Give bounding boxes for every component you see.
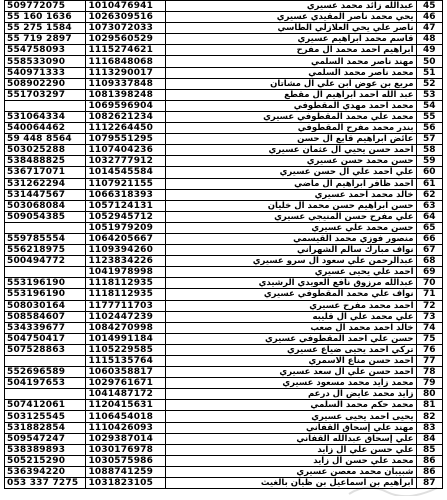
row-number-cell: 84: [416, 433, 442, 444]
phone-cell: 504750417: [5, 333, 86, 344]
phone-cell: 536394220: [5, 466, 86, 477]
table-row: [5, 389, 443, 400]
table-row: [5, 233, 443, 244]
id-number-cell: 1123834226: [86, 256, 165, 267]
name-cell: عبد الله احمد ابراهيم ال مقطع: [165, 89, 416, 100]
id-number-cell: 1014545584: [86, 167, 165, 178]
table-row: [5, 211, 443, 222]
id-number-cell: 1032777912: [86, 156, 165, 167]
name-cell: علي حسن علي آل زايد: [165, 444, 416, 455]
phone-cell: 552696589: [5, 367, 86, 378]
id-number-cell: 1107921155: [86, 178, 165, 189]
name-cell: خالد محمد احمد عسيري: [165, 189, 416, 200]
row-number-cell: 86: [416, 455, 442, 466]
id-number-cell: 1082621234: [86, 111, 165, 122]
id-number-cell: 1106454018: [86, 411, 165, 422]
row-number-cell: 68: [416, 256, 442, 267]
id-number-cell: 1109394260: [86, 245, 165, 256]
row-number-cell: 66: [416, 233, 442, 244]
table-row: [5, 145, 443, 156]
name-cell: منصور فوزي محمد القيسمي: [165, 233, 416, 244]
name-cell: يحي محمد ناصر المقيدي عسيري: [165, 12, 416, 23]
id-number-cell: 1102447239: [86, 311, 165, 322]
table-row: [5, 67, 443, 78]
name-cell: محمد ناصر محمد السلمي: [165, 67, 416, 78]
table-row: [5, 111, 443, 122]
phone-cell: 503125545: [5, 411, 86, 422]
table-row: [5, 278, 443, 289]
phone-cell: 538488825: [5, 156, 86, 167]
row-number-cell: 55: [416, 111, 442, 122]
records-table: [4, 0, 443, 489]
id-number-cell: 1066318393: [86, 189, 165, 200]
table-row: [5, 333, 443, 344]
phone-cell: 558533090: [5, 56, 86, 67]
row-number-cell: 79: [416, 378, 442, 389]
phone-cell: 559785554: [5, 233, 86, 244]
name-cell: ابراهيم بن اسماعيل بن ظيان بالغيث: [165, 478, 416, 489]
row-number-cell: 69: [416, 267, 442, 278]
id-number-cell: 1113290017: [86, 67, 165, 78]
id-number-cell: 1105229585: [86, 344, 165, 355]
row-number-cell: 50: [416, 56, 442, 67]
phone-cell: 507412061: [5, 400, 86, 411]
id-number-cell: 1041978998: [86, 267, 165, 278]
name-cell: خالد احمد محمد آل صعب: [165, 322, 416, 333]
id-number-cell: 1051979209: [86, 222, 165, 233]
table-row: [5, 167, 443, 178]
phone-cell: 534339677: [5, 322, 86, 333]
id-number-cell: 1115274621: [86, 45, 165, 56]
id-number-cell: 1112264450: [86, 123, 165, 134]
name-cell: زايد محمد عايض ال درعم: [165, 389, 416, 400]
id-number-cell: 1060358817: [86, 367, 165, 378]
name-cell: عبدالرحمن علي سعود آل سرو عسيري: [165, 256, 416, 267]
name-cell: احمد حسن يحيي آل عثمان عسيري: [165, 145, 416, 156]
table-row: [5, 12, 443, 23]
name-cell: حسن علي احمد المقطوفي عسيري: [165, 333, 416, 344]
name-cell: نواف مبارك سالم الشهراني: [165, 245, 416, 256]
name-cell: حسن محمد علي عسيري: [165, 222, 416, 233]
phone-cell: 531882854: [5, 422, 86, 433]
row-number-cell: 52: [416, 78, 442, 89]
name-cell: علي محمد علي آل قليبه: [165, 311, 416, 322]
id-number-cell: 1064205667: [86, 233, 165, 244]
table-row: [5, 56, 443, 67]
row-number-cell: 77: [416, 356, 442, 367]
id-number-cell: 1115135764: [86, 356, 165, 367]
name-cell: علي احمد علي آل حسن عسيري: [165, 167, 416, 178]
row-number-cell: 78: [416, 367, 442, 378]
id-number-cell: 1118112935: [86, 289, 165, 300]
row-number-cell: 67: [416, 245, 442, 256]
row-number-cell: 57: [416, 134, 442, 145]
table-row: [5, 89, 443, 100]
phone-cell: 538389893: [5, 444, 86, 455]
id-number-cell: 1026309516: [86, 12, 165, 23]
phone-cell: 505215290: [5, 455, 86, 466]
name-cell: يحيى احمد يحيى عسيري: [165, 411, 416, 422]
table-row: [5, 123, 443, 134]
phone-cell: 553196190: [5, 278, 86, 289]
row-number-cell: 61: [416, 178, 442, 189]
name-cell: بندر محمد مفرح المقطوفي: [165, 123, 416, 134]
table-row: [5, 422, 443, 433]
table-row: [5, 100, 443, 111]
name-cell: محمد احمد مهدي المقطوفي: [165, 100, 416, 111]
name-cell: مهند ناصر محمد السلمي: [165, 56, 416, 67]
phone-cell: 556218975: [5, 245, 86, 256]
table-row: [5, 411, 443, 422]
phone-cell: [5, 356, 86, 367]
table-row: [5, 134, 443, 145]
row-number-cell: 81: [416, 400, 442, 411]
name-cell: حسن ابراهيم حسن محمد آل خليان: [165, 200, 416, 211]
phone-cell: 509547247: [5, 433, 86, 444]
table-row: [5, 478, 443, 489]
phone-cell: 507528863: [5, 344, 86, 355]
row-number-cell: 87: [416, 478, 442, 489]
records-table-body: [5, 1, 443, 489]
table-row: [5, 311, 443, 322]
name-cell: ابراهيم احمد محمد ال مفرح: [165, 45, 416, 56]
table-row: [5, 45, 443, 56]
row-number-cell: 60: [416, 167, 442, 178]
row-number-cell: 83: [416, 422, 442, 433]
phone-cell: 554758093: [5, 45, 86, 56]
row-number-cell: 54: [416, 100, 442, 111]
table-row: [5, 23, 443, 34]
name-cell: حسن محمد حسن عسيري: [165, 156, 416, 167]
row-number-cell: 73: [416, 311, 442, 322]
phone-cell: [5, 222, 86, 233]
name-cell: عبدالله زائد محمد عسيري: [165, 1, 416, 12]
id-number-cell: 1088741259: [86, 466, 165, 477]
phone-cell: [5, 100, 86, 111]
table-row: [5, 300, 443, 311]
name-cell: احمد حسن مناع الاسمري: [165, 356, 416, 367]
data-table-sheet: [4, 0, 443, 489]
table-row: [5, 267, 443, 278]
row-number-cell: 48: [416, 34, 442, 45]
name-cell: ناصر علي يحي العلازلي الطاسي: [165, 23, 416, 34]
id-number-cell: 1109337848: [86, 78, 165, 89]
table-row: [5, 78, 443, 89]
row-number-cell: 71: [416, 289, 442, 300]
phone-cell: [5, 267, 86, 278]
name-cell: محمد علي حسن آل زايد: [165, 455, 416, 466]
table-row: [5, 400, 443, 411]
table-row: [5, 245, 443, 256]
phone-cell: 55 719 2897: [5, 34, 86, 45]
table-row: [5, 367, 443, 378]
id-number-cell: 1110426093: [86, 422, 165, 433]
table-row: [5, 256, 443, 267]
id-number-cell: 1069596904: [86, 100, 165, 111]
id-number-cell: 1030575986: [86, 455, 165, 466]
name-cell: محمد علي محمد المقطوفي عسيري: [165, 111, 416, 122]
name-cell: عبدالله مرزوق نافع العويدي الرشيدي: [165, 278, 416, 289]
row-number-cell: 72: [416, 300, 442, 311]
phone-cell: 503025288: [5, 145, 86, 156]
phone-cell: 504197653: [5, 378, 86, 389]
row-number-cell: 70: [416, 278, 442, 289]
phone-cell: 508902290: [5, 78, 86, 89]
row-number-cell: 45: [416, 1, 442, 12]
row-number-cell: 74: [416, 322, 442, 333]
row-number-cell: 65: [416, 222, 442, 233]
table-row: [5, 444, 443, 455]
row-number-cell: 76: [416, 344, 442, 355]
id-number-cell: 1057124131: [86, 200, 165, 211]
table-row: [5, 344, 443, 355]
row-number-cell: 80: [416, 389, 442, 400]
phone-cell: 540971333: [5, 67, 86, 78]
name-cell: عائض ابراهيم قايع آل حسن: [165, 134, 416, 145]
table-row: [5, 455, 443, 466]
row-number-cell: 62: [416, 189, 442, 200]
table-row: [5, 466, 443, 477]
row-number-cell: 46: [416, 12, 442, 23]
row-number-cell: 53: [416, 89, 442, 100]
name-cell: احمد ظافر ابراهيم آل ماضي: [165, 178, 416, 189]
id-number-cell: 1079551295: [86, 134, 165, 145]
table-row: [5, 433, 443, 444]
name-cell: احمد علي يحيى عسيري: [165, 267, 416, 278]
name-cell: محمد زايد محمد مسعود عسيري: [165, 378, 416, 389]
name-cell: مهند علي إسحاق القفاني: [165, 422, 416, 433]
phone-cell: 500494772: [5, 256, 86, 267]
id-number-cell: 1031823105: [86, 478, 165, 489]
phone-cell: 531064334: [5, 111, 86, 122]
table-row: [5, 34, 443, 45]
name-cell: احمد محمد مفرح عسيري: [165, 300, 416, 311]
row-number-cell: 56: [416, 123, 442, 134]
table-row: [5, 156, 443, 167]
row-number-cell: 63: [416, 200, 442, 211]
row-number-cell: 75: [416, 333, 442, 344]
id-number-cell: 1029560529: [86, 34, 165, 45]
id-number-cell: 1041487172: [86, 389, 165, 400]
phone-cell: 551703297: [5, 89, 86, 100]
phone-cell: 531262294: [5, 178, 86, 189]
phone-cell: 508030164: [5, 300, 86, 311]
phone-cell: 540064462: [5, 123, 86, 134]
phone-cell: 503068084: [5, 200, 86, 211]
row-number-cell: 82: [416, 411, 442, 422]
id-number-cell: 1030176978: [86, 444, 165, 455]
phone-cell: 053 337 7275: [5, 478, 86, 489]
id-number-cell: 1120415631: [86, 400, 165, 411]
table-row: [5, 222, 443, 233]
table-row: [5, 189, 443, 200]
table-row: [5, 322, 443, 333]
id-number-cell: 1029761671: [86, 378, 165, 389]
id-number-cell: 1029387014: [86, 433, 165, 444]
id-number-cell: 1014991184: [86, 333, 165, 344]
name-cell: تركي احمد يحيى ضياع عسيري: [165, 344, 416, 355]
row-number-cell: 64: [416, 211, 442, 222]
row-number-cell: 85: [416, 444, 442, 455]
phone-cell: 508584607: [5, 311, 86, 322]
table-row: [5, 1, 443, 12]
row-number-cell: 49: [416, 45, 442, 56]
name-cell: احمد حسن علي آل سعد عسيري: [165, 367, 416, 378]
id-number-cell: 1118112935: [86, 278, 165, 289]
id-number-cell: 1177711703: [86, 300, 165, 311]
name-cell: محمد حكم محمد السلمي: [165, 400, 416, 411]
name-cell: قاسم محمد ابراهيم عسيري: [165, 34, 416, 45]
phone-cell: 509054385: [5, 211, 86, 222]
name-cell: علي إسحاق عبدالله القفاني: [165, 433, 416, 444]
row-number-cell: 47: [416, 23, 442, 34]
row-number-cell: 86: [416, 466, 442, 477]
id-number-cell: 1116848068: [86, 56, 165, 67]
id-number-cell: 1107404236: [86, 145, 165, 156]
name-cell: مريع بن عوض ابن علي ال مشاتان: [165, 78, 416, 89]
table-row: [5, 289, 443, 300]
id-number-cell: 1084270998: [86, 322, 165, 333]
row-number-cell: 51: [416, 67, 442, 78]
name-cell: شبيبان محمد معصن عسيري: [165, 466, 416, 477]
table-row: [5, 200, 443, 211]
id-number-cell: 1081398248: [86, 89, 165, 100]
table-row: [5, 178, 443, 189]
row-number-cell: 58: [416, 145, 442, 156]
table-row: [5, 378, 443, 389]
table-row: [5, 356, 443, 367]
id-number-cell: 1010476941: [86, 1, 165, 12]
id-number-cell: 1052945712: [86, 211, 165, 222]
phone-cell: 536717071: [5, 167, 86, 178]
phone-cell: 509772075: [5, 1, 86, 12]
phone-cell: 59 448 8564: [5, 134, 86, 145]
row-number-cell: 59: [416, 156, 442, 167]
phone-cell: 55 275 1584: [5, 23, 86, 34]
phone-cell: 553196190: [5, 289, 86, 300]
phone-cell: [5, 389, 86, 400]
phone-cell: 531447567: [5, 189, 86, 200]
id-number-cell: 1073072033: [86, 23, 165, 34]
name-cell: علي مفرح حسن المنيجي عسيري: [165, 211, 416, 222]
name-cell: نواف علي محمد المقطوفي عسيري: [165, 289, 416, 300]
phone-cell: 55 160 1636: [5, 12, 86, 23]
